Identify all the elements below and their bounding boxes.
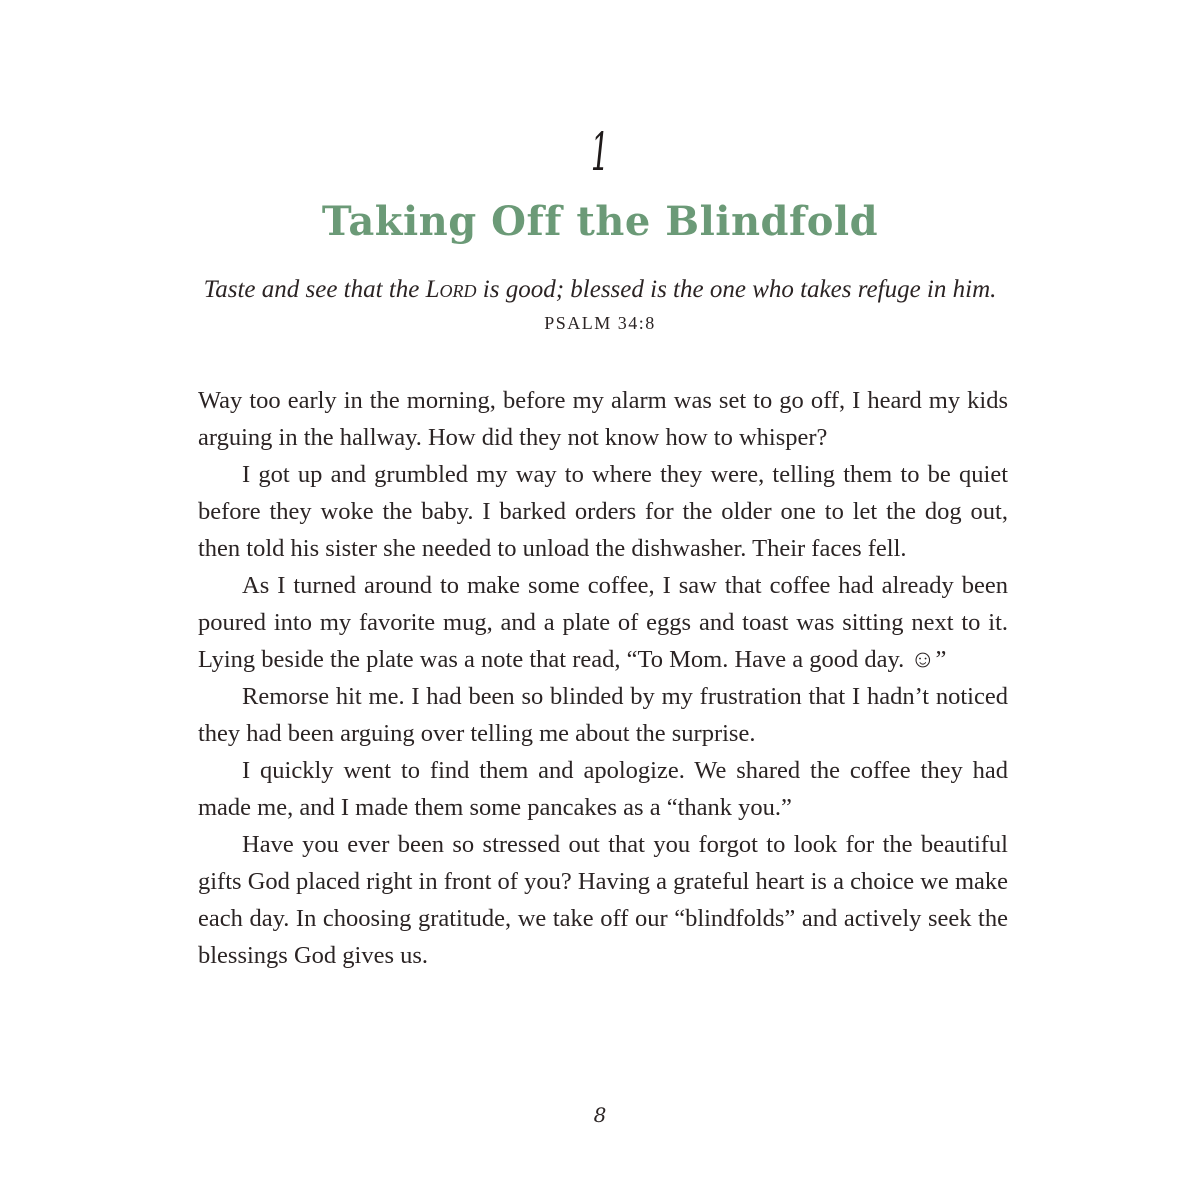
paragraph: Remorse hit me. I had been so blinded by my frustration that I hadn’t noticed they had been arguing over telling me about the surprise. [198,683,1008,747]
paragraph: As I turned around to make some coffee, I saw that coffee had already been poured into my favorite mug, and a plate of eggs and toast was sitting next to it. Lying beside the plate was a note that read, “To Mom. Have a good day. ☺” [198,572,1008,673]
epigraph-reference: PSALM 34:8 [544,313,656,333]
chapter-title: Taking Off the Blindfold [321,198,879,245]
chapter-body [198,382,1008,974]
epigraph-lord: Lord [425,276,477,303]
page-number: 8 [593,1103,607,1127]
chapter-number: 1 [590,123,610,183]
paragraph: I quickly went to find them and apologize. We shared the coffee they had made me, and I made them some pancakes as a “thank you.” [198,757,1008,821]
epigraph-quote-end: is good; blessed is the one who takes refuge in him. [476,276,997,303]
epigraph-quote [0,272,1200,308]
paragraph: Have you ever been so stressed out that you forgot to look for the beautiful gifts God placed right in front of you? Having a grateful heart is a choice we make each day. In choosing gratitude, we take off our “blindfolds” and actively seek the blessings God gives us. [198,831,1008,969]
paragraph: Way too early in the morning, before my alarm was set to go off, I heard my kids arguing in the hallway. How did they not know how to whisper? [198,387,1008,451]
epigraph [0,272,1200,338]
epigraph-quote-start: Taste and see that the [203,276,426,303]
paragraph: I got up and grumbled my way to where they were, telling them to be quiet before they woke the baby. I barked orders for the older one to let the dog out, then told his sister she needed to unload the dishwasher. Their faces fell. [198,461,1008,562]
